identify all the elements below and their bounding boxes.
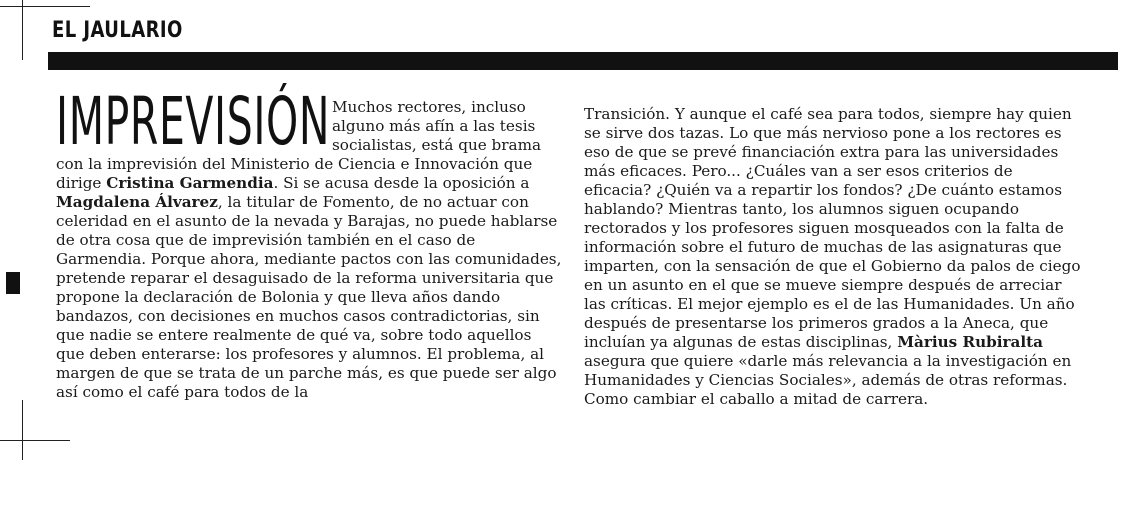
article-paragraph-right xyxy=(584,105,1084,409)
crop-mark-top xyxy=(22,0,23,60)
text-run: asegura que quiere «darle más relevancia a la investigación en Humanidades y Ciencias Sociales», además de otras reformas. Como cambiar el caballo a mitad de carrera. xyxy=(584,352,1072,408)
header-bar xyxy=(48,52,1118,70)
section-label: EL JAULARIO xyxy=(52,18,183,43)
headline: IMPREVISIÓN xyxy=(56,83,331,160)
crop-mark-bottom xyxy=(22,400,23,460)
crop-mark-bottom-horizontal xyxy=(0,440,70,441)
crop-mark-top-horizontal xyxy=(0,6,90,7)
text-run: , la titular de Fomento, de no actuar con celeridad en el asunto de la nevada y Barajas, no puede hablarse de otra cosa que de imprevisión también en el caso de Garmendia. Porque ahora, mediante pactos con las comunidades, pretende reparar el desaguisado de la reforma universitaria que propone la declaración de Bolonia y que lleva años dando bandazos, con decisiones en muchos casos contradictorias, sin que nadie se entere realmente de qué va, sobre todo aquellos que deben enterarse: los profesores y alumnos. El problema, al margen de que se trata de un parche más, es que puede ser algo así como el café para todos de la xyxy=(56,193,562,401)
text-run: Muchos rectores, incluso alguno más afín a las tesis socialistas, está que brama con la imprevisión del Ministerio de Ciencia e Innovación que dirige xyxy=(56,98,542,192)
person-name: Cristina Garmendia xyxy=(106,174,274,192)
person-name: Magdalena Álvarez xyxy=(56,193,218,211)
text-run: Transición. Y aunque el café sea para todos, siempre hay quien se sirve dos tazas. Lo que más nervioso pone a los rectores es eso de que se prevé financiación extra para las universidades más eficaces. Pero... ¿Cuáles van a ser esos criterios de eficacia? ¿Quién va a repartir los fondos? ¿De cuánto estamos hablando? Mientras tanto, los alumnos siguen ocupando rectorados y los profesores siguen mosqueados con la falta de información sobre el futuro de muchas de las asignaturas que imparten, con la sensación de que el Gobierno da palos de ciego en un asunto en el que se mueve siempre después de arreciar las críticas. El mejor ejemplo es el de las Humanidades. Un año después de presentarse los primeros grados a la Aneca, que incluían ya algunas de estas disciplinas, xyxy=(584,105,1081,351)
article-column-left xyxy=(56,83,562,402)
text-run: . Si se acusa desde la oposición a xyxy=(273,174,530,192)
article-column-right xyxy=(584,105,1084,409)
person-name: Màrius Rubiralta xyxy=(897,333,1044,351)
side-tab-marker xyxy=(6,272,20,294)
